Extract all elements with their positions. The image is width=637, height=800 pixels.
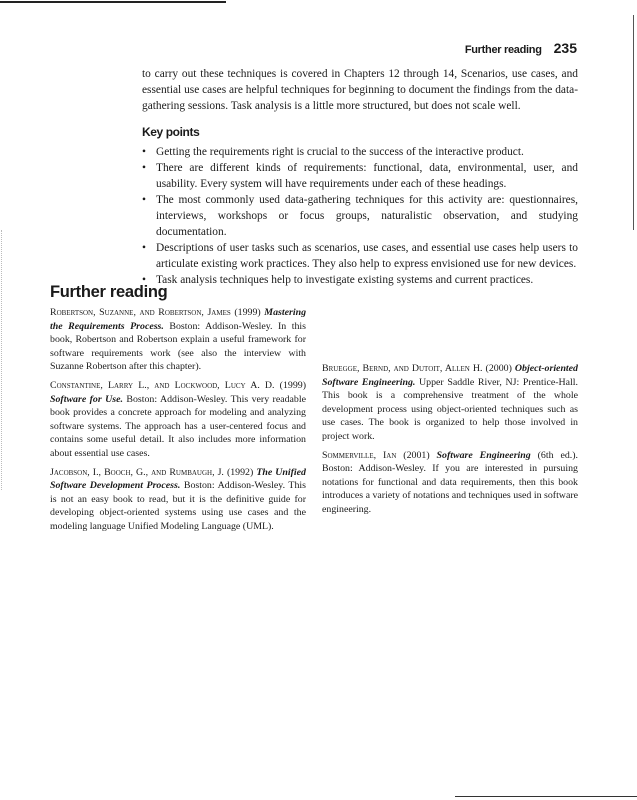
page-number: 235 xyxy=(553,40,577,56)
reference-entry: Jacobson, I., Booch, G., and Rumbaugh, J. (1992) The Unified Software Development Process. Boston: Addison-Wesley. This is not an easy book to read, but it is the definitive guide for developing object-oriented systems using use cases and the modeling language Unified Modeling Language (UML). xyxy=(50,466,306,532)
key-points-list xyxy=(142,144,578,288)
scan-edge-top-line xyxy=(0,1,226,3)
references-right-column xyxy=(322,362,578,522)
bullet-icon: • xyxy=(142,162,146,174)
further-reading-heading: Further reading xyxy=(50,283,168,301)
list-item: • The most commonly used data-gathering techniques for this activity are: questionnaires, interviews, workshops or focus groups, naturalistic observation, and studying documentation. xyxy=(142,194,578,238)
bullet-icon: • xyxy=(142,146,146,158)
key-points-heading: Key points xyxy=(142,125,200,139)
reference-entry: Robertson, Suzanne, and Robertson, James (1999) Mastering the Requirements Process. Boston: Addison-Wesley. In this book, Robertson and Robertson explain a useful framework for software requirements work (see also the interview with Suzanne Robertson after this chapter). xyxy=(50,307,307,373)
bullet-icon: • xyxy=(142,242,146,254)
bullet-icon: • xyxy=(142,274,146,286)
list-item: • There are different kinds of requirements: functional, data, environmental, user, and usability. Every system will have requirements under each of these headings. xyxy=(142,162,578,190)
main-text xyxy=(142,66,578,288)
scan-edge-right-line xyxy=(633,15,634,230)
running-header xyxy=(465,40,577,58)
list-item: • Descriptions of user tasks such as scenarios, use cases, and essential use cases help users to articulate existing work practices. They also help to express envisioned use for new devices. xyxy=(142,242,578,270)
list-item: • Task analysis techniques help to investigate existing systems and current practices. xyxy=(142,274,534,286)
scan-edge-bottom-line xyxy=(455,796,637,797)
list-item: • Getting the requirements right is crucial to the success of the interactive product. xyxy=(142,146,524,158)
reference-entry: Sommerville, Ian (2001) Software Engineering (6th ed.). Boston: Addison-Wesley. If you are interested in pursuing notations for functional and data requirements, then this book introduces a variety of notations and techniques used in software engineering. xyxy=(322,449,579,515)
references-left-column xyxy=(50,306,306,539)
running-header-title: Further reading xyxy=(464,44,542,56)
reference-entry: Constantine, Larry L., and Lockwood, Lucy A. D. (1999) Software for Use. Boston: Addison-Wesley. This very readable book provides a concrete approach for modeling and analyzing software systems. The approach has a user-centered focus and contains some useful detail. It also includes more information about essential use cases. xyxy=(50,379,307,459)
bullet-icon: • xyxy=(142,194,146,206)
scan-edge-left-marks xyxy=(1,230,3,490)
intro-paragraph: to carry out these techniques is covered in Chapters 12 through 14, Scenarios, use cases, and essential use cases are helpful techniques for beginning to document the findings from the data-gathering sessions. Task analysis is a little more structured, but does not scale well. xyxy=(142,68,578,112)
reference-entry: Bruegge, Bernd, and Dutoit, Allen H. (2000) Object-oriented Software Engineering. Upper Saddle River, NJ: Prentice-Hall. This book is a comprehensive treatment of the whole development process using object-oriented techniques such as use cases. The book is organized to help those involved in project work. xyxy=(322,363,579,442)
